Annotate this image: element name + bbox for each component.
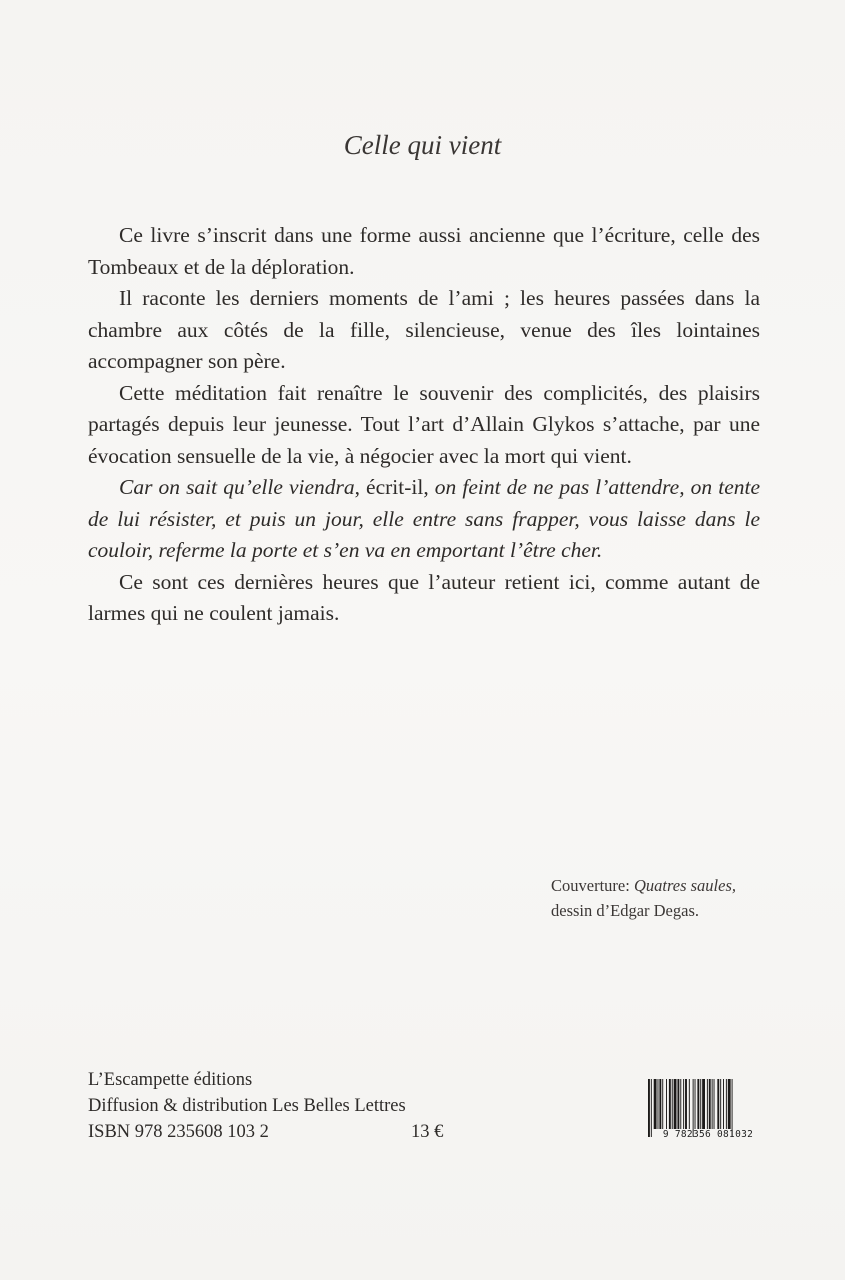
quote-part-1: Car on sait qu’elle viendra <box>119 475 355 499</box>
barcode-bar <box>659 1079 661 1129</box>
barcode-digits: 9 782356 081032 <box>662 1129 754 1140</box>
barcode-bar <box>695 1079 696 1129</box>
paragraph-1: Ce livre s’inscrit dans une forme aussi ancienne que l’écriture, celle des Tombeaux et de la déploration. <box>88 223 760 279</box>
quote-attribution: , écrit-il, <box>354 475 435 499</box>
barcode-bar <box>707 1079 708 1129</box>
cover-credit-label: Couverture: <box>551 876 634 895</box>
price: 13 € <box>411 1122 444 1142</box>
cover-artwork-title: Quatres saules, <box>633 876 736 895</box>
barcode-bar <box>662 1079 663 1129</box>
barcode-bar <box>677 1079 679 1129</box>
barcode-bar <box>680 1079 681 1129</box>
cover-credit-line-2: dessin d’Edgar Degas. <box>551 901 700 920</box>
quote-part-2: on feint de ne pas l’attendre, on tente de lui résister, et puis un jour, elle entre sans frapper, vous laisse dans le couloir, referme la porte et s’en va en emportant l’être cher. <box>88 475 760 562</box>
isbn: ISBN 978 235608 103 2 <box>88 1122 269 1142</box>
barcode-bar <box>669 1079 671 1129</box>
barcode-bar <box>658 1079 659 1129</box>
publisher-name: L’Escampette éditions <box>88 1070 253 1090</box>
paragraph-2: Il raconte les derniers moments de l’ami ; les heures passées dans la chambre aux côtés de la fille, silencieuse, venue des îles lointaines accompagner son père. <box>88 286 760 373</box>
barcode-bar <box>720 1079 721 1129</box>
barcode-bar <box>685 1079 687 1129</box>
barcode-bar <box>702 1079 705 1129</box>
barcode-bar <box>689 1079 690 1129</box>
barcode-bar <box>700 1079 701 1129</box>
barcode-bar <box>714 1079 715 1129</box>
barcode-bar <box>723 1079 724 1129</box>
barcode-bar <box>712 1079 713 1129</box>
distribution: Diffusion & distribution Les Belles Lettres <box>88 1096 406 1116</box>
barcode-bar <box>674 1079 677 1129</box>
barcode-bar <box>666 1079 667 1129</box>
isbn-row <box>88 1119 468 1145</box>
paragraph-5: Ce sont ces dernières heures que l’auteur retient ici, comme autant de larmes qui ne coulent jamais. <box>88 569 760 625</box>
cover-credit <box>551 873 811 923</box>
barcode-bar <box>683 1079 684 1129</box>
barcode-bar <box>728 1079 731 1129</box>
barcode-bar <box>697 1079 699 1129</box>
book-title: Celle qui vient <box>343 130 502 160</box>
barcode-bar <box>654 1079 657 1129</box>
cover-credit-line-1 <box>551 873 811 898</box>
barcode-bar <box>717 1079 719 1129</box>
description <box>88 220 760 630</box>
barcode-bar <box>726 1079 727 1129</box>
paragraph-3: Cette méditation fait renaître le souvenir des complicités, des plaisirs partagés depuis leur jeunesse. Tout l’art d’Allain Glykos s’attache, par une évocation sensuelle de la vie, à négocier avec la mort qui vient. <box>88 380 760 468</box>
barcode-bar <box>709 1079 711 1129</box>
barcode-bar <box>672 1079 673 1129</box>
paragraph-4-quote <box>88 472 760 567</box>
publisher-info <box>88 1067 468 1145</box>
